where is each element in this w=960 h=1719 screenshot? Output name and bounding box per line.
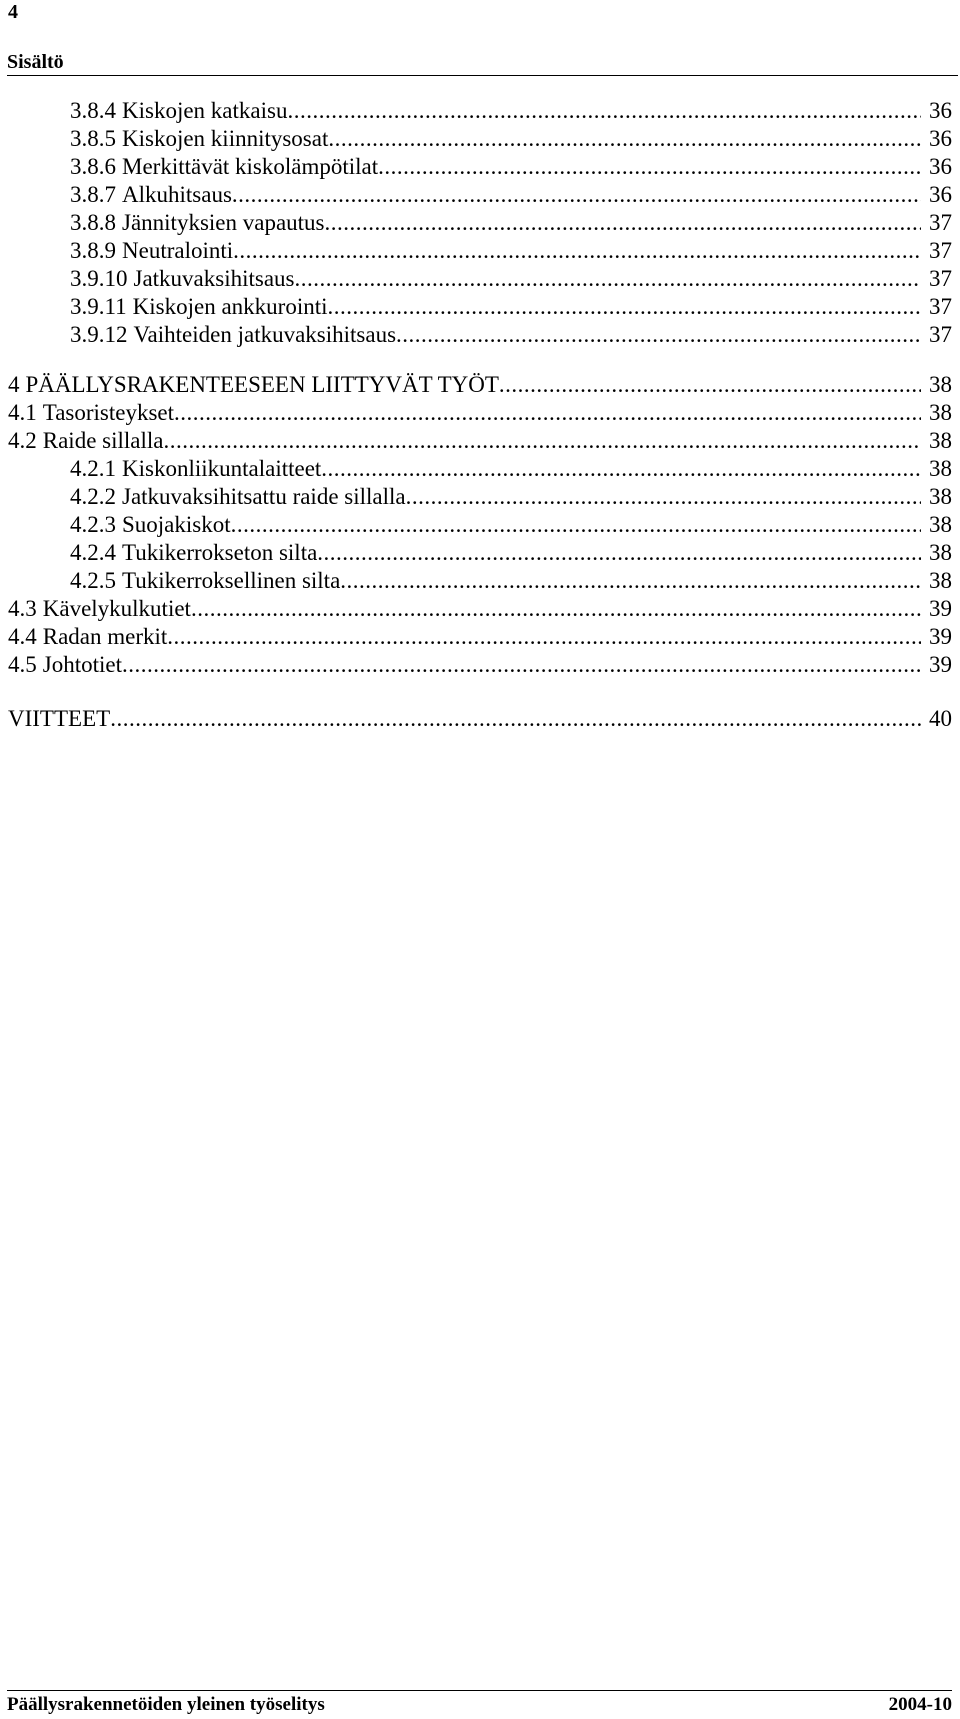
toc-entry-page: 39 — [929, 652, 952, 677]
toc-entry-number: 4 — [8, 372, 20, 397]
toc-entry-page: 36 — [929, 182, 952, 207]
toc-leader — [396, 320, 921, 350]
toc-leader — [110, 704, 921, 734]
toc-entry[interactable] — [70, 208, 952, 238]
toc-entry-page: 38 — [929, 372, 952, 397]
toc-entry-page: 37 — [929, 238, 952, 263]
toc-entry[interactable] — [8, 650, 952, 680]
footer-date: 2004-10 — [888, 1694, 952, 1715]
toc-entry[interactable] — [70, 264, 952, 294]
toc-entry[interactable] — [70, 320, 952, 350]
toc-entry-page: 40 — [929, 706, 952, 731]
footer-document-title: Päällysrakennetöiden yleinen työselitys — [7, 1694, 325, 1715]
toc-entry[interactable] — [70, 124, 952, 154]
toc-entry-page: 38 — [929, 400, 952, 425]
toc-entry-title: Jatkuvaksihitsaus — [133, 266, 295, 291]
toc-entry-page: 37 — [929, 210, 952, 235]
toc-entry[interactable] — [70, 454, 952, 484]
toc-leader — [321, 454, 921, 484]
toc-entry-page: 38 — [929, 540, 952, 565]
toc-entry[interactable] — [70, 180, 952, 210]
toc-leader — [167, 622, 921, 652]
section-title: Sisältö — [7, 51, 64, 73]
toc-entry-title: Merkittävät kiskolämpötilat — [122, 154, 379, 179]
toc-entry-number: 3.9.11 — [70, 294, 127, 319]
toc-entry-page: 36 — [929, 98, 952, 123]
toc-leader — [406, 482, 921, 512]
toc-leader — [191, 594, 921, 624]
toc-entry-number: 4.2 — [8, 428, 37, 453]
toc-entry-page: 37 — [929, 294, 952, 319]
toc-entry-title: Kiskonliikuntalaitteet — [122, 456, 322, 481]
toc-entry-page: 39 — [929, 596, 952, 621]
toc-entry[interactable] — [70, 538, 952, 568]
toc-entry-title: Kiskojen katkaisu — [122, 98, 288, 123]
toc-entry-number: 3.9.10 — [70, 266, 128, 291]
toc-entry-page: 37 — [929, 322, 952, 347]
toc-entry[interactable] — [8, 622, 952, 652]
toc-entry[interactable] — [70, 566, 952, 596]
toc-entry-title: VIITTEET — [8, 706, 111, 731]
toc-leader — [328, 124, 921, 154]
toc-entry-number: 3.8.7 — [70, 182, 116, 207]
toc-leader — [233, 236, 921, 266]
toc-entry-title: Tukikerroksellinen silta — [122, 568, 341, 593]
toc-entry-page: 36 — [929, 154, 952, 179]
toc-entry-page: 38 — [929, 428, 952, 453]
toc-entry[interactable] — [70, 510, 952, 540]
toc-leader — [295, 264, 922, 294]
toc-entry[interactable] — [8, 426, 952, 456]
toc-leader — [317, 538, 921, 568]
toc-entry-title: Jännityksien vapautus — [122, 210, 325, 235]
toc-leader — [328, 292, 922, 322]
toc-entry-page: 36 — [929, 126, 952, 151]
toc-entry-title: Alkuhitsaus — [122, 182, 232, 207]
toc-entry-title: Suojakiskot — [122, 512, 231, 537]
page-footer — [7, 1690, 952, 1717]
toc-entry-number: 3.8.8 — [70, 210, 116, 235]
toc-entry-number: 4.2.4 — [70, 540, 116, 565]
toc-leader — [163, 426, 921, 456]
toc-entry-number: 4.5 — [8, 652, 37, 677]
toc-entry-number: 4.4 — [8, 624, 37, 649]
toc-entry-number: 3.8.6 — [70, 154, 116, 179]
toc-entry[interactable] — [8, 594, 952, 624]
toc-entry[interactable] — [8, 704, 952, 734]
toc-leader — [499, 370, 921, 400]
toc-entry-number: 4.2.3 — [70, 512, 116, 537]
page-number: 4 — [8, 1, 18, 23]
toc-leader — [231, 510, 921, 540]
toc-entry[interactable] — [70, 96, 952, 126]
toc-entry-title: Tukikerrokseton silta — [122, 540, 318, 565]
toc-entry-title: Kävelykulkutiet — [42, 596, 191, 621]
toc-entry-page: 38 — [929, 484, 952, 509]
toc-entry[interactable] — [70, 292, 952, 322]
toc-entry-title: Raide sillalla — [42, 428, 164, 453]
toc-entry-number: 3.8.5 — [70, 126, 116, 151]
toc-entry-page: 37 — [929, 266, 952, 291]
toc-entry-number: 4.3 — [8, 596, 37, 621]
toc-leader — [174, 398, 921, 428]
toc-leader — [378, 152, 921, 182]
toc-entry-page: 38 — [929, 512, 952, 537]
toc-entry[interactable] — [70, 152, 952, 182]
toc-entry-page: 39 — [929, 624, 952, 649]
toc-entry-title: Tasoristeykset — [42, 400, 175, 425]
toc-entry-title: Kiskojen ankkurointi — [132, 294, 328, 319]
toc-leader — [325, 208, 922, 238]
toc-entry-title: Neutralointi — [122, 238, 234, 263]
toc-entry[interactable] — [70, 482, 952, 512]
toc-entry-number: 4.2.5 — [70, 568, 116, 593]
toc-entry-title: Jatkuvaksihitsattu raide sillalla — [122, 484, 406, 509]
toc-entry-number: 3.8.4 — [70, 98, 116, 123]
toc-entry-number: 4.2.2 — [70, 484, 116, 509]
toc-entry-title: Johtotiet — [42, 652, 122, 677]
toc-entry-number: 3.8.9 — [70, 238, 116, 263]
toc-entry-number: 4.2.1 — [70, 456, 116, 481]
toc-leader — [232, 180, 921, 210]
toc-entry-title: PÄÄLLYSRAKENTEESEEN LIITTYVÄT TYÖT — [25, 372, 499, 397]
toc-entry-page: 38 — [929, 456, 952, 481]
toc-leader — [340, 566, 921, 596]
toc-entry[interactable] — [8, 398, 952, 428]
toc-leader — [122, 650, 921, 680]
toc-entry-number: 4.1 — [8, 400, 37, 425]
toc-entry-title: Vaihteiden jatkuvaksihitsaus — [133, 322, 397, 347]
toc-entry[interactable] — [70, 236, 952, 266]
section-header — [7, 50, 958, 76]
toc-leader — [287, 96, 921, 126]
toc-entry-number: 3.9.12 — [70, 322, 128, 347]
toc-entry-title: Kiskojen kiinnitysosat — [122, 126, 329, 151]
toc-entry[interactable] — [8, 370, 952, 400]
toc-entry-page: 38 — [929, 568, 952, 593]
toc-entry-title: Radan merkit — [42, 624, 168, 649]
